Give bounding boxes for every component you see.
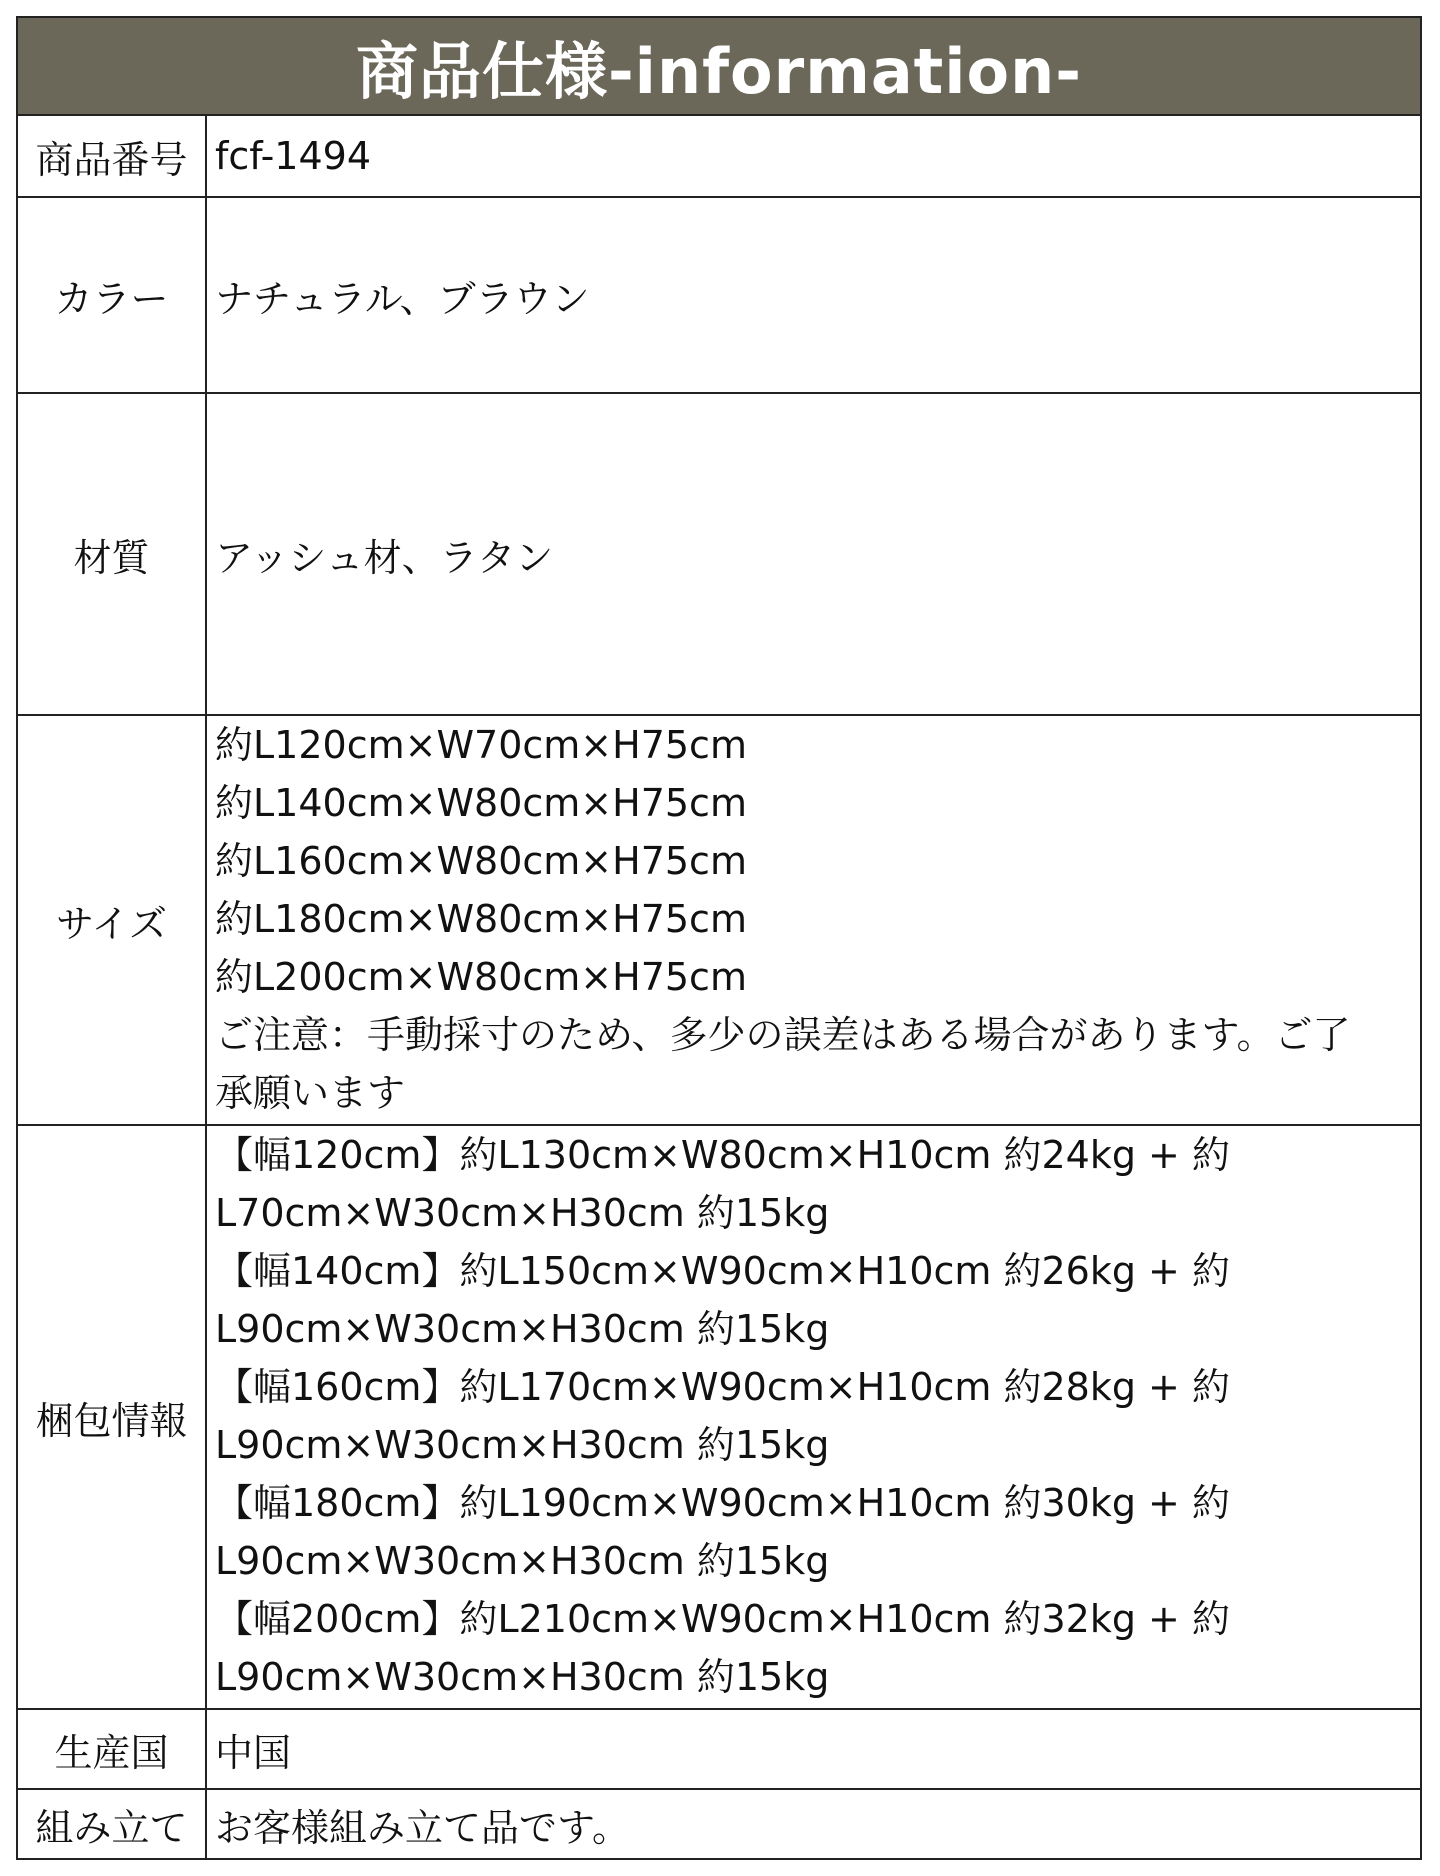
page-title: 商品仕様-information- <box>355 34 1083 108</box>
row-product-number <box>18 116 1420 198</box>
size-value <box>207 716 1420 1124</box>
material-label: 材質 <box>18 394 207 714</box>
product-number-value: fcf-1494 <box>215 134 371 178</box>
row-assembly <box>18 1790 1420 1858</box>
size-line: 約L140cm×W80cm×H75cm <box>215 781 747 825</box>
country-label: 生産国 <box>18 1710 207 1788</box>
packaging-line: 【幅140cm】約L150cm×W90cm×H10cm 約26kg + 約 <box>215 1249 1230 1293</box>
packaging-line: 【幅120cm】約L130cm×W80cm×H10cm 約24kg + 約 <box>215 1133 1230 1177</box>
size-line: 約L160cm×W80cm×H75cm <box>215 839 747 883</box>
row-country <box>18 1710 1420 1790</box>
country-value: 中国 <box>215 1730 292 1775</box>
packaging-line: 【幅180cm】約L190cm×W90cm×H10cm 約30kg + 約 <box>215 1481 1230 1525</box>
size-label: サイズ <box>18 716 207 1124</box>
size-line: 約L120cm×W70cm×H75cm <box>215 723 747 767</box>
assembly-label: 組み立て <box>18 1790 207 1858</box>
row-size <box>18 716 1420 1126</box>
row-packaging <box>18 1126 1420 1710</box>
packaging-line: 【幅160cm】約L170cm×W90cm×H10cm 約28kg + 約 <box>215 1365 1230 1409</box>
packaging-line: L90cm×W30cm×H30cm 約15kg <box>215 1423 830 1467</box>
packaging-label: 梱包情報 <box>18 1126 207 1708</box>
row-material <box>18 394 1420 716</box>
row-color <box>18 198 1420 394</box>
packaging-line: 【幅200cm】約L210cm×W90cm×H10cm 約32kg + 約 <box>215 1597 1230 1641</box>
packaging-line: L90cm×W30cm×H30cm 約15kg <box>215 1307 830 1351</box>
packaging-value <box>207 1126 1420 1708</box>
color-value: ナチュラル、ブラウン <box>215 276 590 321</box>
product-number-label: 商品番号 <box>18 116 207 196</box>
packaging-line: L90cm×W30cm×H30cm 約15kg <box>215 1539 830 1583</box>
packaging-line: L90cm×W30cm×H30cm 約15kg <box>215 1655 830 1699</box>
material-value: アッシュ材、ラタン <box>215 535 554 580</box>
assembly-value: お客様組み立て品です。 <box>215 1805 630 1850</box>
packaging-line: L70cm×W30cm×H30cm 約15kg <box>215 1191 830 1235</box>
title-bar <box>18 18 1420 116</box>
size-line: 約L200cm×W80cm×H75cm <box>215 955 747 999</box>
size-note-line: 承願います <box>215 1071 406 1115</box>
color-label: カラー <box>18 198 207 392</box>
spec-table <box>16 16 1422 1860</box>
size-note-line: ご注意：手動採寸のため、多少の誤差はある場合があります。ご了 <box>215 1013 1351 1057</box>
size-line: 約L180cm×W80cm×H75cm <box>215 897 747 941</box>
